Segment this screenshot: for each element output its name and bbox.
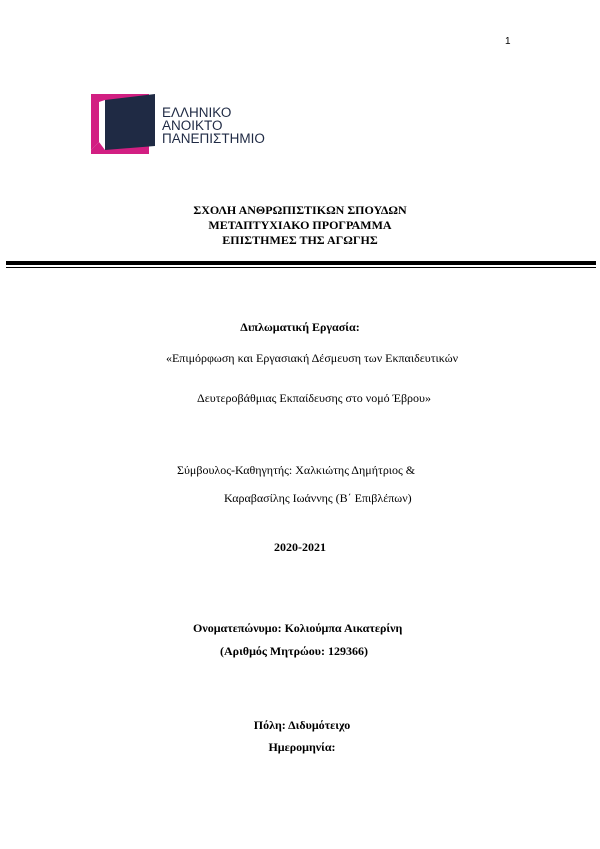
student-name: Κολιούμπα Αικατερίνη: [284, 621, 403, 635]
school-name: ΣΧΟΛΗ ΑΝΘΡΩΠΙΣΤΙΚΩΝ ΣΠΟΥΔΩΝ: [193, 203, 407, 217]
logo-line-1: ΕΛΛΗΝΙΚΟ: [162, 105, 232, 120]
supervisor-label: Σύμβουλος-Καθηγητής:: [177, 463, 293, 477]
student-name-line: [193, 621, 402, 636]
program-name: ΜΕΤΑΠΤΥΧΙΑΚΟ ΠΡΟΓΡΑΜΜΑ: [208, 218, 392, 232]
school-header: [0, 203, 600, 248]
header-divider-thick: [6, 261, 596, 265]
registration-number: (Αριθμός Μητρώου: 129366): [220, 644, 369, 658]
student-name-label: Ονοματεπώνυμο:: [193, 621, 282, 635]
thesis-title-line-1: «Επιμόρφωση και Εργασιακή Δέσμευση των Εκπαιδευτικών: [165, 351, 459, 365]
city: Πόλη: Διδυμότειχο: [253, 718, 351, 732]
logo-wordmark: [162, 106, 265, 145]
university-logo: [91, 94, 286, 154]
logo-line-2: ΑΝΟΙΚΤΟ: [162, 118, 223, 133]
supervisor-line-2: Καραβασίλης Ιωάννης (Β΄ Επιβλέπων): [224, 491, 412, 505]
date-label: Ημερομηνία:: [268, 740, 336, 754]
thesis-title-line-2: Δευτεροβάθμιας Εκπαίδευσης στο νομό Έβρου»: [197, 391, 431, 405]
academic-year: 2020-2021: [274, 540, 326, 554]
thesis-type-label: Διπλωματική Εργασία:: [240, 320, 360, 334]
field-name: ΕΠΙΣΤΗΜΕΣ ΤΗΣ ΑΓΩΓΗΣ: [222, 233, 378, 247]
logo-line-3: ΠΑΝΕΠΙΣΤΗΜΙΟ: [162, 131, 265, 146]
page-number: 1: [505, 36, 511, 47]
logo-emblem-icon: [91, 94, 161, 154]
supervisor-line-1: [177, 463, 415, 478]
supervisor-primary-name: Χαλκιώτης Δημήτριος &: [295, 463, 416, 477]
header-divider-thin: [6, 267, 596, 268]
